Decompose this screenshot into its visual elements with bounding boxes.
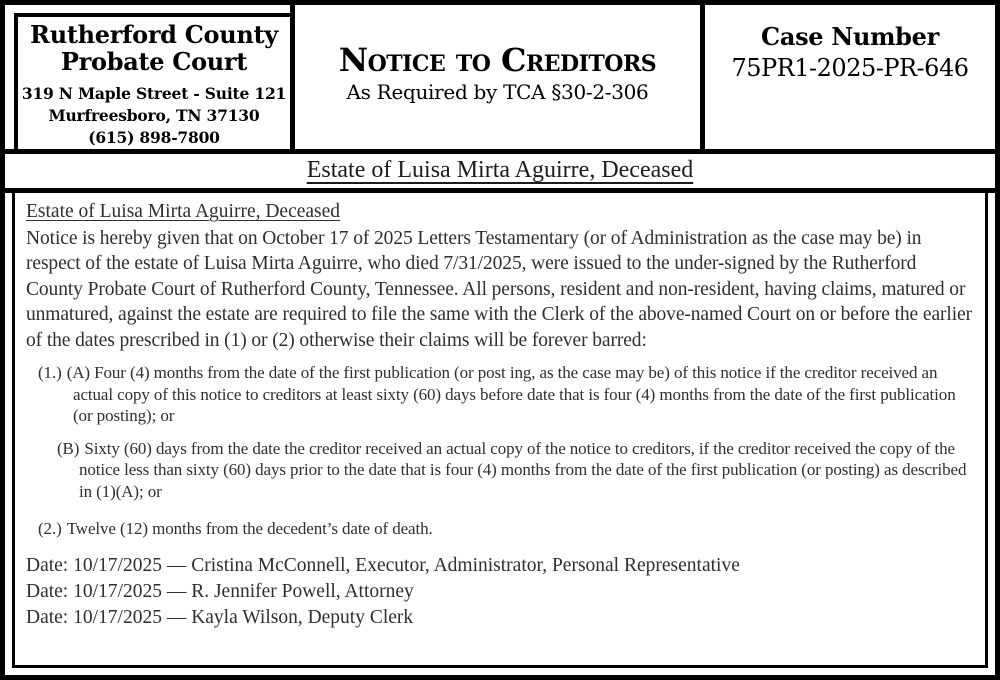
court-address-street: 319 N Maple Street - Suite 121 [21, 83, 287, 103]
document-title: Notice to Creditors [338, 40, 657, 79]
court-info-box [14, 13, 290, 149]
court-phone: (615) 898-7800 [88, 127, 220, 147]
list-item-1A-label: (1.) [38, 363, 62, 383]
court-name [18, 22, 290, 76]
estate-title-band [5, 154, 995, 193]
case-number-cell [700, 5, 995, 149]
signature-block [26, 553, 973, 631]
case-number-label: Case Number [761, 22, 939, 51]
list-item-2-label: (2.) [38, 519, 62, 539]
estate-title: Estate of Luisa Mirta Aguirre, Deceased [306, 157, 694, 184]
court-info-cell [5, 5, 295, 149]
estate-heading: Estate of Luisa Mirta Aguirre, Deceased [26, 200, 341, 222]
signature-line-attorney: Date: 10/17/2025 — R. Jennifer Powell, Attorney [26, 580, 414, 602]
list-item-1A-text: (A) Four (4) months from the date of the first publication (or post ing, as the case may be) of this notice if the creditor received an actual copy of this notice to creditors at least sixty (60) days before date that is four (4) months from the date of the first publication (or posting); or [66, 363, 956, 426]
case-number-value: 75PR1-2025-PR-646 [731, 54, 969, 82]
list-item-1A [38, 362, 973, 427]
body-heading-line [26, 199, 973, 226]
list-item-1B-label: (B) [57, 438, 80, 458]
list-item-2-text: Twelve (12) months from the decedent’s date of death. [66, 519, 433, 539]
court-address [18, 83, 290, 149]
document-subtitle: As Required by TCA §30-2-306 [346, 80, 649, 105]
document-header [5, 5, 995, 154]
list-item-2 [38, 518, 973, 540]
notice-paragraph: Notice is hereby given that on October 17 of 2025 Letters Testamentary (or of Administration as the case may be) in respect of the estate of Luisa Mirta Aguirre, who died 7/31/2025, were issued to the under-signed by the Rutherford County Probate Court of Rutherford County, Tennessee. All persons, resident and non-resident, having claims, matured or unmatured, against the estate are required to file the same with the Clerk of the above-named Court on or before the earlier of the dates prescribed in (1) or (2) otherwise their claims will be forever barred: [26, 227, 972, 351]
signature-line-deputy-clerk: Date: 10/17/2025 — Kayla Wilson, Deputy Clerk [26, 606, 414, 628]
court-name-line1: Rutherford County [30, 20, 278, 49]
list-item-1B [57, 438, 973, 503]
notice-title-cell [295, 5, 700, 149]
list-item-1B-text: Sixty (60) days from the date the creditor received an actual copy of the notice to creditors, if the creditor received the copy of the notice less than sixty (60) days prior to the date that is four (4) months from the date of the first publication (or posting) as described in (1)(A); or [79, 438, 967, 501]
signature-line-executor: Date: 10/17/2025 — Cristina McConnell, Executor, Administrator, Personal Representative [26, 554, 740, 576]
notice-body [12, 193, 988, 668]
court-address-city: Murfreesboro, TN 37130 [48, 105, 260, 125]
court-name-line2: Probate Court [60, 46, 248, 76]
